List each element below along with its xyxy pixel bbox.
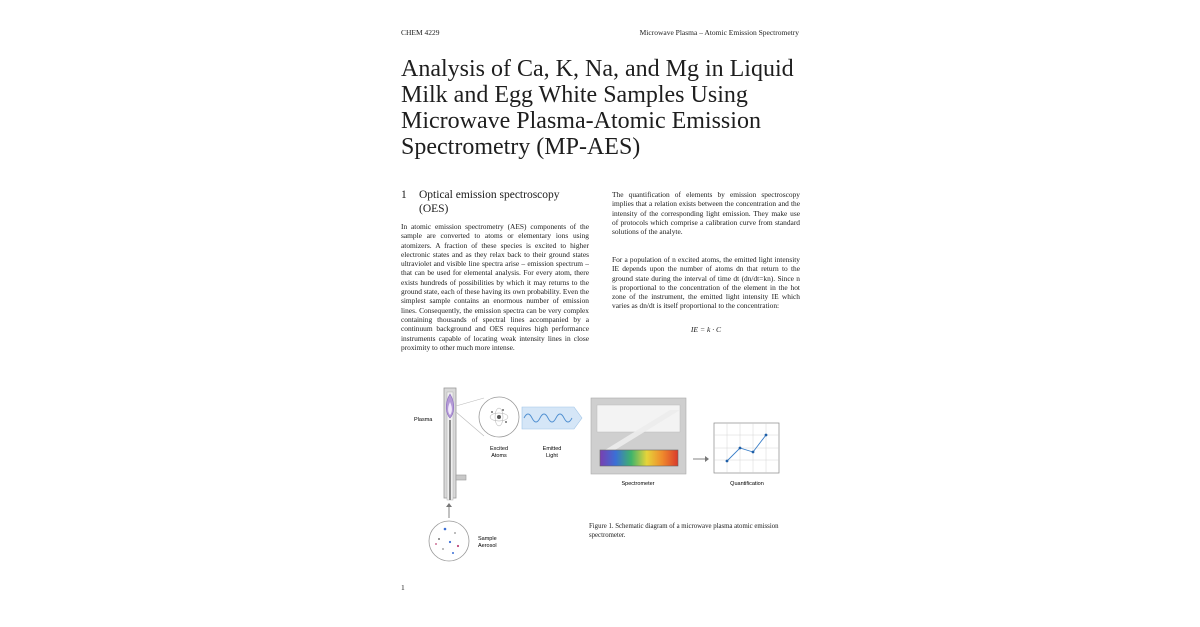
calibration-chart-icon — [714, 423, 779, 473]
emitted-light-icon — [522, 407, 582, 429]
plasma-torch — [444, 388, 466, 500]
arrow-right-icon — [693, 456, 709, 462]
label-quantification: Quantification — [730, 481, 764, 487]
header-running-title: Microwave Plasma – Atomic Emission Spectrometry — [639, 28, 799, 37]
paragraph-intensity: For a population of n excited atoms, the emitted light intensity IE depends upon the number of atoms dn that return to the ground state during the interval of time dt (dn/dt=kn). Since n is proportional to the concentration of the element in the hot zone of the instrument, the emitted light intensity IE which varies as dn/dt is itself proportional to the concentration: — [612, 255, 800, 311]
excited-atom-icon — [479, 397, 519, 437]
sample-aerosol-icon — [429, 521, 469, 561]
label-sample: Sample — [478, 536, 497, 542]
spectrometer-icon — [591, 398, 686, 474]
figure-caption: Figure 1. Schematic diagram of a microwave plasma atomic emission spectrometer. — [589, 523, 779, 539]
section-title: Optical emission spectroscopy (OES) — [419, 189, 560, 215]
label-plasma: Plasma — [414, 417, 433, 423]
page-title: Analysis of Ca, K, Na, and Mg in Liquid Milk and Egg White Samples Using Microwave Plasma-Atomic Emission Spectrometry (MP-AES) — [401, 56, 794, 160]
section-number: 1 — [401, 189, 407, 201]
label-excited: Excited — [489, 446, 509, 452]
figure-schematic — [400, 380, 800, 570]
header-course-code: CHEM 4229 — [401, 28, 440, 37]
label-light: Light — [546, 453, 558, 459]
page-number: 1 — [401, 583, 405, 592]
label-atoms: Atoms — [491, 453, 507, 459]
paragraph-aes-intro: In atomic emission spectrometry (AES) components of the sample are converted to atoms or elementary ions using atomizers. A fraction of these species is excited to higher electronic states and as they relax back to their ground states ultraviolet and visible line spectra arise – emission spectrum – that can be used for elemental analysis. For every atom, there exists hundreds of possibilities by which it may returns to the ground state, each of these having its own probability. Even the simplest sample contains an enormous number of emission lines. Consequently, the emission spectra can be very complex containing thousands of spectral lines accompanied by a continuum background and OES requires high performance instruments capable of locating weak intensity lines in close proximity to other much more intense. — [401, 222, 589, 352]
equation: IE = k · C — [690, 325, 722, 334]
label-emitted: Emitted — [542, 446, 562, 452]
label-spectrometer: Spectrometer — [621, 481, 655, 487]
arrow-up-icon — [446, 503, 452, 518]
paragraph-quantification: The quantification of elements by emission spectroscopy implies that a relation exists between the concentration and the intensity of the corresponding light emission. They make use of protocols which comprise a calibration curve from standard solutions of the analyte. — [612, 190, 800, 237]
label-aerosol: Aerosol — [478, 543, 497, 549]
